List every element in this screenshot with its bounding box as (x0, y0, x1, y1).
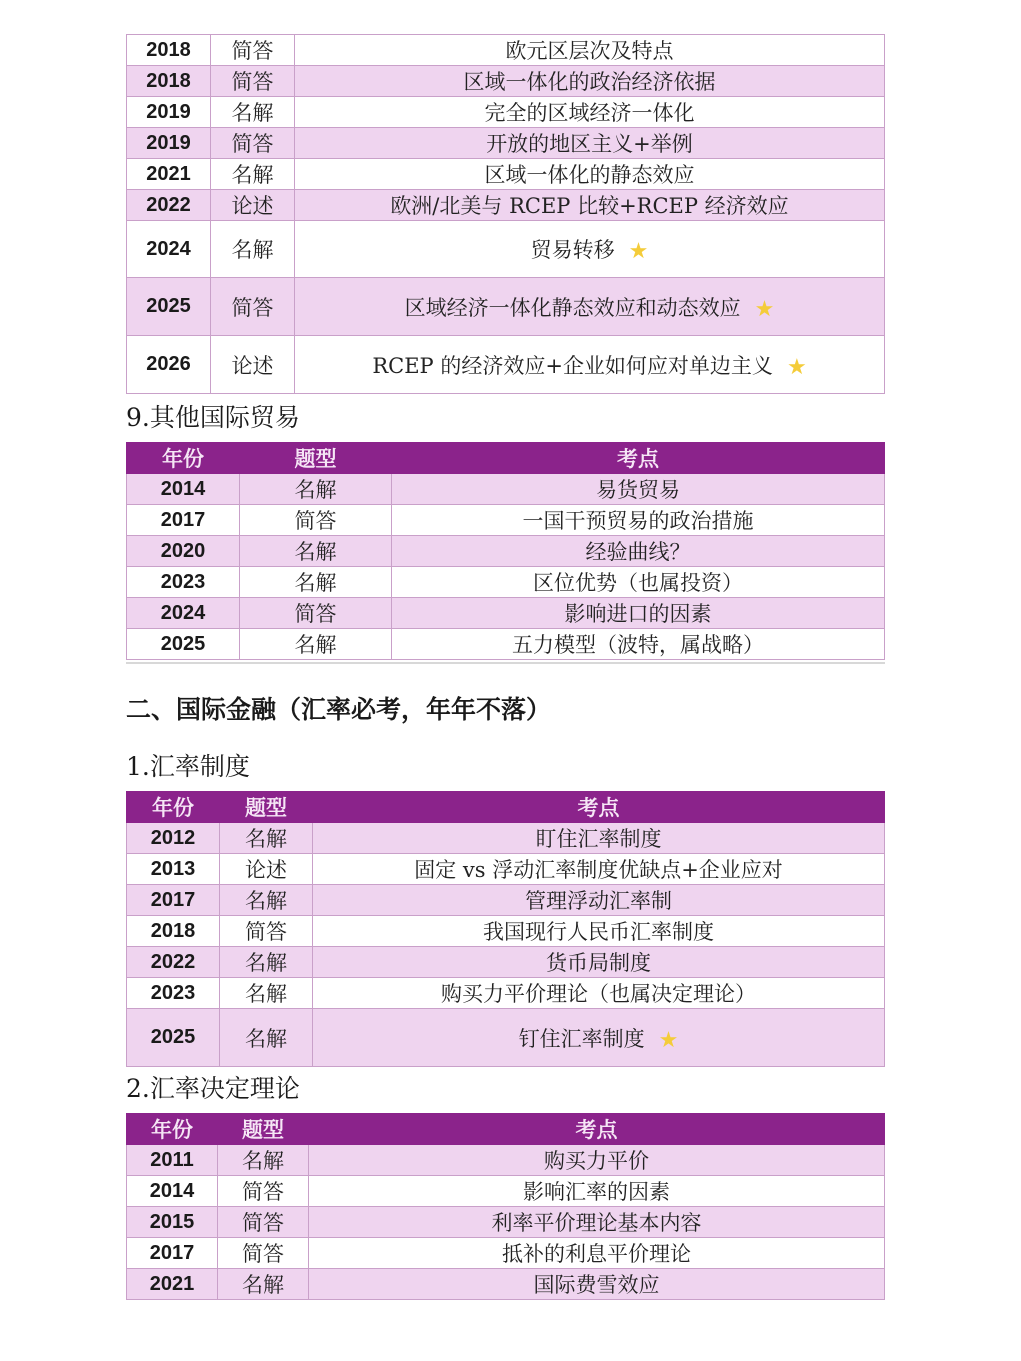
table-row (127, 221, 885, 278)
point-cell: 欧元区层次及特点 (295, 35, 885, 66)
table-row (127, 629, 885, 660)
point-cell: 利率平价理论基本内容 (309, 1207, 885, 1238)
year-cell: 2018 (127, 66, 211, 97)
table-row (127, 128, 885, 159)
type-cell: 名解 (211, 221, 295, 278)
year-cell: 2018 (127, 35, 211, 66)
table-row (127, 278, 885, 336)
year-cell: 2017 (127, 885, 220, 916)
table-row (127, 823, 885, 854)
year-cell: 2026 (127, 336, 211, 394)
year-cell: 2019 (127, 128, 211, 159)
table-row (127, 1207, 885, 1238)
type-cell: 简答 (211, 278, 295, 336)
year-cell: 2023 (127, 567, 240, 598)
type-cell: 名解 (218, 1269, 309, 1300)
type-cell: 简答 (218, 1238, 309, 1269)
header-point: 考点 (392, 443, 885, 474)
type-cell: 简答 (220, 916, 313, 947)
year-cell: 2025 (127, 1009, 220, 1067)
table-row (127, 536, 885, 567)
type-cell: 简答 (218, 1207, 309, 1238)
year-cell: 2021 (127, 1269, 218, 1300)
type-cell: 名解 (220, 823, 313, 854)
star-icon: ★ (786, 354, 807, 380)
section-title: 9.其他国际贸易 (126, 403, 300, 432)
table-header-row (127, 792, 885, 823)
point-cell: 区域经济一体化静态效应和动态效应 ★ (295, 278, 885, 336)
star-icon: ★ (658, 1027, 679, 1053)
part-title: 二、国际金融（汇率必考，年年不落） (126, 695, 552, 724)
table-row (127, 159, 885, 190)
type-cell: 名解 (220, 885, 313, 916)
exchange-rate-theory-table (126, 1113, 885, 1300)
year-cell: 2025 (127, 629, 240, 660)
type-cell: 简答 (240, 505, 392, 536)
point-cell: 钉住汇率制度 ★ (313, 1009, 885, 1067)
year-cell: 2017 (127, 1238, 218, 1269)
year-cell: 2024 (127, 221, 211, 278)
header-year: 年份 (127, 1114, 218, 1145)
table-row (127, 1176, 885, 1207)
section-divider (126, 662, 885, 664)
table-row (127, 97, 885, 128)
type-cell: 论述 (211, 190, 295, 221)
type-cell: 简答 (211, 66, 295, 97)
table-row (127, 66, 885, 97)
table-row (127, 1145, 885, 1176)
header-year: 年份 (127, 792, 220, 823)
point-cell: 盯住汇率制度 (313, 823, 885, 854)
year-cell: 2012 (127, 823, 220, 854)
point-cell: 影响进口的因素 (392, 598, 885, 629)
point-cell: 区域一体化的政治经济依据 (295, 66, 885, 97)
table-row (127, 885, 885, 916)
type-cell: 简答 (240, 598, 392, 629)
year-cell: 2014 (127, 474, 240, 505)
type-cell: 名解 (220, 1009, 313, 1067)
year-cell: 2013 (127, 854, 220, 885)
exchange-rate-system-table (126, 791, 885, 1067)
table-row (127, 598, 885, 629)
year-cell: 2022 (127, 947, 220, 978)
point-cell: 一国干预贸易的政治措施 (392, 505, 885, 536)
type-cell: 论述 (220, 854, 313, 885)
table-header-row (127, 1114, 885, 1145)
type-cell: 名解 (211, 97, 295, 128)
year-cell: 2021 (127, 159, 211, 190)
type-cell: 名解 (218, 1145, 309, 1176)
type-cell: 论述 (211, 336, 295, 394)
point-cell: 我国现行人民币汇率制度 (313, 916, 885, 947)
year-cell: 2014 (127, 1176, 218, 1207)
year-cell: 2025 (127, 278, 211, 336)
year-cell: 2018 (127, 916, 220, 947)
table-row (127, 978, 885, 1009)
point-cell: 区位优势（也属投资） (392, 567, 885, 598)
section-title: 2.汇率决定理论 (126, 1074, 300, 1103)
type-cell: 名解 (240, 536, 392, 567)
type-cell: 名解 (220, 978, 313, 1009)
other-trade-table (126, 442, 885, 660)
type-cell: 简答 (211, 128, 295, 159)
year-cell: 2020 (127, 536, 240, 567)
year-cell: 2015 (127, 1207, 218, 1238)
year-cell: 2019 (127, 97, 211, 128)
point-cell: 管理浮动汇率制 (313, 885, 885, 916)
type-cell: 简答 (218, 1176, 309, 1207)
table-row (127, 474, 885, 505)
type-cell: 名解 (211, 159, 295, 190)
header-year: 年份 (127, 443, 240, 474)
point-cell: 开放的地区主义+举例 (295, 128, 885, 159)
table-header-row (127, 443, 885, 474)
header-point: 考点 (313, 792, 885, 823)
point-cell: 货币局制度 (313, 947, 885, 978)
point-cell: 区域一体化的静态效应 (295, 159, 885, 190)
type-cell: 名解 (220, 947, 313, 978)
year-cell: 2023 (127, 978, 220, 1009)
type-cell: 简答 (211, 35, 295, 66)
section-title: 1.汇率制度 (126, 752, 250, 781)
header-type: 题型 (240, 443, 392, 474)
table-row (127, 947, 885, 978)
type-cell: 名解 (240, 567, 392, 598)
point-cell: 购买力平价理论（也属决定理论） (313, 978, 885, 1009)
header-type: 题型 (220, 792, 313, 823)
table-row (127, 190, 885, 221)
table-row (127, 854, 885, 885)
point-cell: 固定 vs 浮动汇率制度优缺点+企业应对 (313, 854, 885, 885)
table-row (127, 1009, 885, 1067)
point-cell: RCEP 的经济效应+企业如何应对单边主义 ★ (295, 336, 885, 394)
table-row (127, 35, 885, 66)
regional-integration-table (126, 34, 885, 394)
table-row (127, 1238, 885, 1269)
point-cell: 抵补的利息平价理论 (309, 1238, 885, 1269)
year-cell: 2022 (127, 190, 211, 221)
star-icon: ★ (628, 239, 649, 264)
header-point: 考点 (309, 1114, 885, 1145)
table-row (127, 505, 885, 536)
point-cell: 国际费雪效应 (309, 1269, 885, 1300)
year-cell: 2011 (127, 1145, 218, 1176)
table-row (127, 1269, 885, 1300)
year-cell: 2017 (127, 505, 240, 536)
star-icon: ★ (754, 296, 775, 322)
table-row (127, 916, 885, 947)
point-cell: 购买力平价 (309, 1145, 885, 1176)
type-cell: 名解 (240, 474, 392, 505)
point-cell: 五力模型（波特，属战略） (392, 629, 885, 660)
table-row (127, 336, 885, 394)
point-cell: 贸易转移 ★ (295, 221, 885, 278)
year-cell: 2024 (127, 598, 240, 629)
point-cell: 欧洲/北美与 RCEP 比较+RCEP 经济效应 (295, 190, 885, 221)
header-type: 题型 (218, 1114, 309, 1145)
table-row (127, 567, 885, 598)
point-cell: 易货贸易 (392, 474, 885, 505)
point-cell: 经验曲线？ (392, 536, 885, 567)
type-cell: 名解 (240, 629, 392, 660)
point-cell: 影响汇率的因素 (309, 1176, 885, 1207)
point-cell: 完全的区域经济一体化 (295, 97, 885, 128)
